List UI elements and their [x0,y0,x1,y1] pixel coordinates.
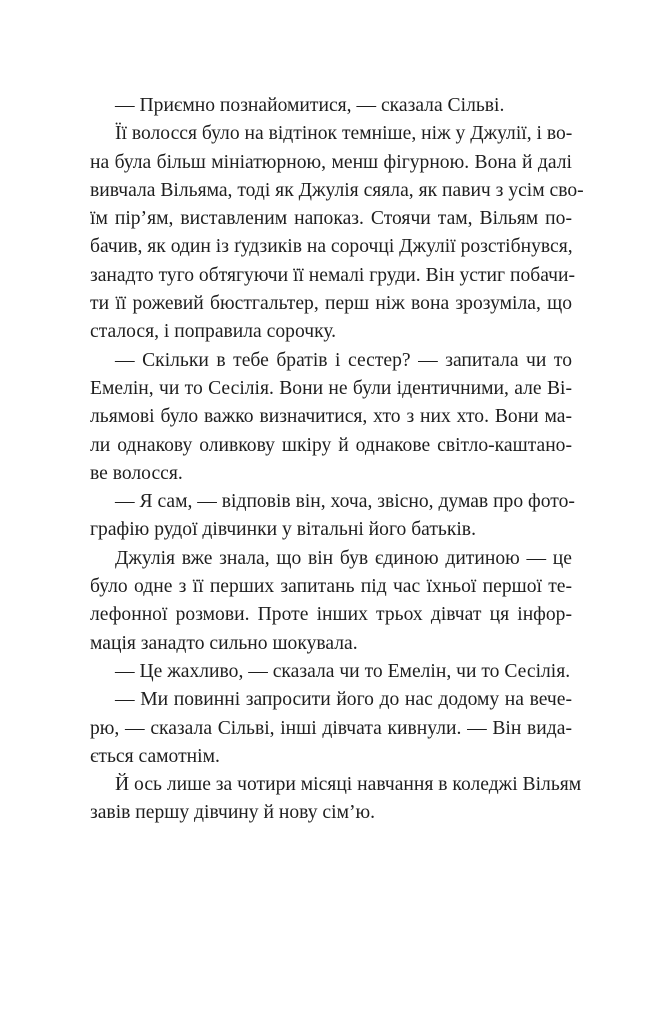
text-line: завів першу дівчину й нову сім’ю. [90,802,376,824]
text-line: ве волосся. [90,462,183,484]
text-line: рю, — сказала Сільві, інші дівчата кивнули. — Він вида- [90,717,572,739]
text-line: Джулія вже знала, що він був єдиною дитиною — це [115,547,572,569]
text-line: сталося, і поправила сорочку. [90,321,337,343]
paragraph [90,545,572,658]
text-line: ли однакову оливкову шкіру й однакове світло-каштано- [90,434,572,456]
text-line: льямові було важко визначитися, хто з них хто. Вони ма- [90,406,572,428]
text-line: — Це жахливо, — сказала чи то Емелін, чи то Сесілія. [115,660,571,682]
body-text [90,92,584,828]
text-line: вивчала Вільяма, тоді як Джулія сяяла, як павич з усім сво- [90,179,584,201]
text-line: ти її рожевий бюстгальтер, перш ніж вона зрозуміла, що [90,293,572,315]
text-line: графію рудої дівчинки у вітальні його батьків. [90,519,476,541]
paragraph [90,686,572,771]
text-line: бачив, як один із ґудзиків на сорочці Джулії розстібнувся, [90,236,573,258]
paragraph [90,658,572,686]
text-line: занадто туго обтягуючи її немалі груди. Він устиг побачи- [90,264,575,286]
text-line: — Я сам, — відповів він, хоча, звісно, думав про фото- [115,491,575,513]
text-line: — Приємно познайомитися, — сказала Сільві. [115,95,505,116]
text-line: було одне з її перших запитань під час їхньої першої те- [90,576,572,598]
text-line: — Скільки в тебе братів і сестер? — запитала чи то [115,349,572,371]
paragraph [90,92,572,120]
text-line: Й ось лише за чотири місяці навчання в коледжі Вільям [115,774,582,796]
text-line: — Ми повинні запросити його до нас додому на вече- [115,689,572,711]
paragraph [90,488,575,545]
text-line: ється самотнім. [90,745,220,767]
text-line: на була більш мініатюрною, менш фігурною. Вона й далі [90,151,572,173]
paragraph [90,771,582,828]
paragraph [90,347,572,488]
text-line: Її волосся було на відтінок темніше, ніж у Джулії, і во- [115,123,573,145]
text-line: лефонної розмови. Проте інших трьох дівчат ця інфор- [90,604,572,626]
text-line: мація занадто сильно шокувала. [90,632,358,654]
text-line: їм пір’ям, виставленим напоказ. Стоячи там, Вільям по- [90,208,572,230]
text-line: Емелін, чи то Сесілія. Вони не були ідентичними, але Ві- [90,377,572,399]
paragraph [90,120,584,346]
